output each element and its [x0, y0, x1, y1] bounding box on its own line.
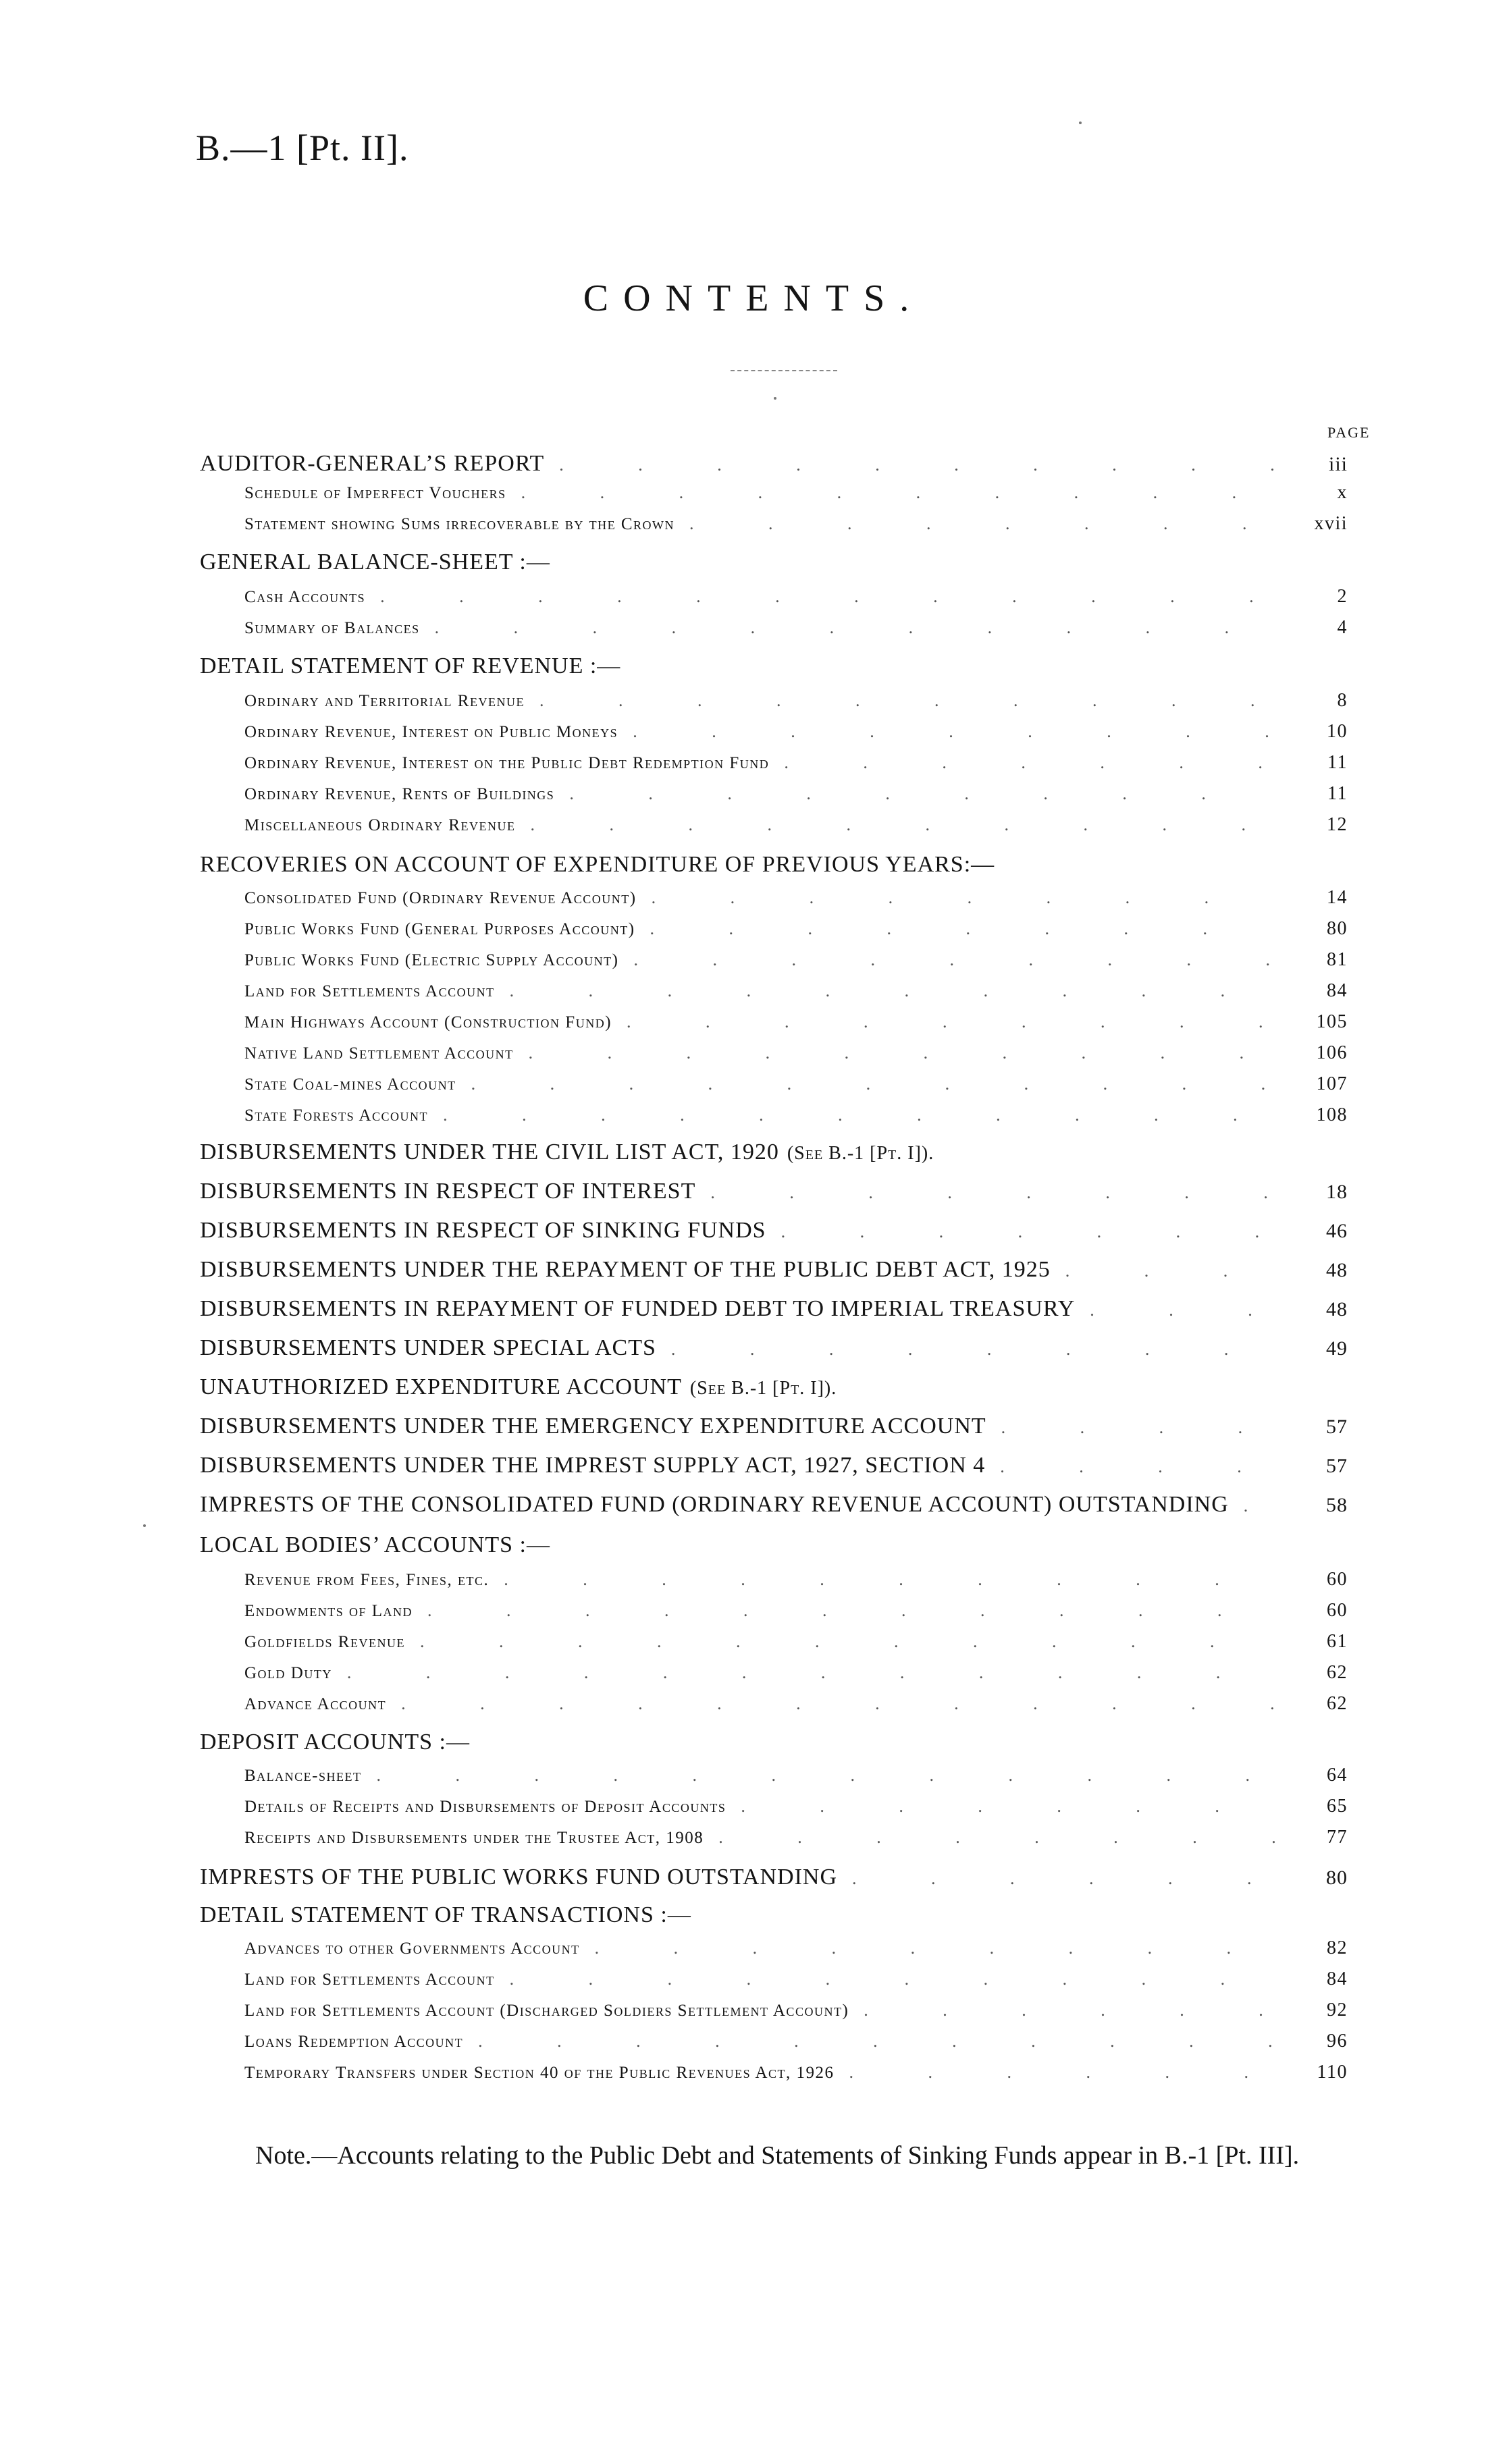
entry-label: UNAUTHORIZED EXPENDITURE ACCOUNT: [0, 1374, 697, 1400]
entry-label: Land for Settlements Account: [0, 1971, 510, 1989]
entry-label: Statement showing Sums irrecoverable by the Crown: [0, 515, 689, 534]
entry-label: GENERAL BALANCE-SHEET :—: [0, 550, 565, 575]
dot-leader: [377, 1765, 1275, 1784]
contents-heading: [0, 653, 1507, 679]
entry-label: Endowments of Land: [0, 1602, 427, 1621]
entry-page-number: 46: [1326, 1220, 1348, 1242]
entry-label: Main Highways Account (Construction Fund): [0, 1013, 627, 1032]
entry-label: DETAIL STATEMENT OF REVENUE :—: [0, 653, 635, 679]
contents-item: [0, 1765, 1507, 1786]
dot-leader: [781, 1218, 1275, 1243]
dot-leader: [1065, 1257, 1275, 1282]
dot-leader: [1244, 1492, 1275, 1517]
dot-leader: [435, 618, 1275, 637]
entry-label: Native Land Settlement Account: [0, 1044, 529, 1063]
dot-leader: [529, 1043, 1275, 1062]
contents-item: [0, 513, 1507, 535]
entry-page-number: 48: [1326, 1298, 1348, 1320]
contents-item: [0, 1827, 1507, 1848]
entry-label: State Coal-mines Account: [0, 1075, 471, 1094]
entry-cross-reference: (See B.-1 [Pt. I]).: [689, 1378, 837, 1399]
dot-leader: [652, 888, 1275, 907]
entry-label: DEPOSIT ACCOUNTS :—: [0, 1730, 485, 1755]
contents-item: [0, 752, 1507, 774]
contents-item: [0, 1693, 1507, 1715]
dot-leader: [559, 451, 1275, 476]
dot-leader: [650, 919, 1275, 938]
dot-leader: [521, 483, 1275, 502]
contents-item: [0, 918, 1507, 940]
entry-label: Consolidated Fund (Ordinary Revenue Account): [0, 889, 652, 908]
contents-item: [0, 1796, 1507, 1817]
dot-leader: [710, 1179, 1275, 1204]
entry-page-number: 8: [1337, 690, 1348, 711]
contents-heading: [0, 1140, 1507, 1165]
contents-item: [0, 980, 1507, 1002]
doc-ref-main: B.—1: [196, 128, 287, 168]
entry-label: DISBURSEMENTS UNDER THE REPAYMENT OF THE PUBLIC DEBT ACT, 1925: [0, 1257, 1065, 1283]
dot-leader: [478, 2031, 1275, 2050]
dot-leader: [1000, 1453, 1275, 1478]
dot-leader: [864, 2000, 1275, 2019]
entry-page-number: 65: [1327, 1796, 1348, 1817]
entry-label: Public Works Fund (General Purposes Account): [0, 920, 650, 939]
contents-heading: [0, 1492, 1507, 1518]
contents-item: [0, 690, 1507, 712]
contents-heading: [0, 1218, 1507, 1243]
entry-label: DISBURSEMENTS UNDER SPECIAL ACTS: [0, 1335, 671, 1361]
entry-label: Land for Settlements Account (Discharged Soldiers Settlement Account): [0, 2002, 864, 2020]
contents-heading: [0, 1414, 1507, 1439]
entry-label: Advances to other Governments Account: [0, 1939, 595, 1958]
entry-label: Balance-sheet: [0, 1767, 377, 1786]
entry-page-number: 10: [1327, 721, 1348, 742]
entry-label: Miscellaneous Ordinary Revenue: [0, 816, 530, 835]
dot-leader: [1090, 1296, 1275, 1321]
entry-page-number: 57: [1326, 1455, 1348, 1477]
dot-leader: [784, 753, 1275, 772]
entry-page-number: 4: [1337, 617, 1348, 638]
contents-heading: [0, 1179, 1507, 1204]
entry-label: Receipts and Disbursements under the Trustee Act, 1908: [0, 1829, 718, 1848]
contents-item: [0, 887, 1507, 909]
doc-ref-part: [Pt. II].: [296, 128, 409, 168]
dot-leader: [633, 722, 1275, 741]
entry-label: Gold Duty: [0, 1664, 347, 1683]
entry-label: DISBURSEMENTS UNDER THE EMERGENCY EXPENDITURE ACCOUNT: [0, 1414, 1001, 1439]
entry-page-number: 18: [1326, 1181, 1348, 1203]
entry-label: LOCAL BODIES’ ACCOUNTS :—: [0, 1532, 565, 1558]
dot-leader: [671, 1335, 1275, 1360]
dot-leader: [633, 950, 1275, 969]
footnote: Note.—Accounts relating to the Public Debt and Statements of Sinking Funds appear in B.-1 [Pt. III].: [255, 2141, 1300, 2170]
contents-item: [0, 1662, 1507, 1684]
entry-cross-reference: (See B.-1 [Pt. I]).: [787, 1143, 934, 1164]
contents-item: [0, 2000, 1507, 2021]
entry-page-number: 92: [1327, 2000, 1348, 2020]
contents-item: [0, 1073, 1507, 1095]
contents-heading: [0, 1335, 1507, 1361]
contents-heading: [0, 1865, 1507, 1890]
dot-leader: [569, 784, 1275, 803]
dot-leader: [504, 1570, 1275, 1588]
entry-label: IMPRESTS OF THE CONSOLIDATED FUND (ORDINARY REVENUE ACCOUNT) OUTSTANDING: [0, 1492, 1244, 1518]
page-title: CONTENTS.: [583, 277, 924, 319]
dot-leader: [443, 1105, 1275, 1124]
entry-label: Loans Redemption Account: [0, 2033, 478, 2052]
contents-item: [0, 1011, 1507, 1033]
entry-label: DISBURSEMENTS UNDER THE CIVIL LIST ACT, 1920: [0, 1140, 794, 1165]
entry-label: DISBURSEMENTS IN RESPECT OF INTEREST: [0, 1179, 710, 1204]
entry-page-number: 49: [1326, 1337, 1348, 1360]
contents-heading: [0, 1296, 1507, 1322]
contents-item: [0, 1937, 1507, 1959]
entry-label: Cash Accounts: [0, 588, 380, 607]
contents-heading: [0, 852, 1507, 878]
entry-label: Details of Receipts and Disbursements of Deposit Accounts: [0, 1798, 741, 1817]
dot-leader: [420, 1632, 1275, 1651]
entry-label: Ordinary Revenue, Interest on the Public Debt Redemption Fund: [0, 754, 784, 773]
entry-page-number: 110: [1317, 2062, 1348, 2083]
contents-item: [0, 949, 1507, 971]
contents-item: [0, 482, 1507, 504]
contents-item: [0, 2062, 1507, 2083]
contents-item: [0, 617, 1507, 639]
entry-label: Public Works Fund (Electric Supply Account): [0, 951, 633, 970]
entry-page-number: 2: [1337, 586, 1348, 607]
entry-page-number: 12: [1327, 814, 1348, 835]
entry-label: RECOVERIES ON ACCOUNT OF EXPENDITURE OF PREVIOUS YEARS:—: [0, 852, 1009, 878]
entry-label: Revenue from Fees, Fines, etc.: [0, 1571, 504, 1590]
contents-heading: [0, 1257, 1507, 1283]
contents-item: [0, 814, 1507, 836]
page-column-label: PAGE: [1327, 424, 1371, 441]
contents-heading: [0, 1374, 1507, 1400]
entry-page-number: 80: [1326, 1867, 1348, 1889]
entry-page-number: 58: [1326, 1494, 1348, 1516]
entry-label: DETAIL STATEMENT OF TRANSACTIONS :—: [0, 1902, 706, 1928]
entry-label: Schedule of Imperfect Vouchers: [0, 484, 521, 503]
contents-item: [0, 2031, 1507, 2052]
entry-label: DISBURSEMENTS IN REPAYMENT OF FUNDED DEBT TO IMPERIAL TREASURY: [0, 1296, 1090, 1322]
entry-page-number: 84: [1327, 1968, 1348, 1989]
dot-leader: [689, 514, 1275, 533]
entry-page-number: 106: [1316, 1042, 1348, 1063]
contents-item: [0, 1600, 1507, 1622]
dot-leader: [852, 1865, 1275, 1890]
dot-leader: [347, 1663, 1275, 1682]
contents-item: [0, 1042, 1507, 1064]
contents-item: [0, 783, 1507, 805]
entry-label: DISBURSEMENTS UNDER THE IMPREST SUPPLY ACT, 1927, SECTION 4: [0, 1453, 1000, 1478]
entry-label: Ordinary Revenue, Rents of Buildings: [0, 785, 569, 804]
entry-page-number: 77: [1327, 1827, 1348, 1848]
dot-leader: [741, 1796, 1275, 1815]
dot-leader: [471, 1074, 1275, 1093]
entry-page-number: 84: [1327, 980, 1348, 1001]
entry-page-number: 60: [1327, 1569, 1348, 1590]
entry-label: Land for Settlements Account: [0, 982, 510, 1001]
entry-label: Ordinary Revenue, Interest on Public Moneys: [0, 723, 633, 742]
dot-leader: [401, 1694, 1275, 1713]
entry-page-number: 60: [1327, 1600, 1348, 1621]
dot-leader: [718, 1827, 1275, 1846]
entry-label: Advance Account: [0, 1695, 401, 1714]
dot-leader: [530, 815, 1275, 834]
entry-page-number: 108: [1316, 1104, 1348, 1125]
dot-leader: [1001, 1414, 1275, 1439]
entry-page-number: 62: [1327, 1693, 1348, 1714]
contents-heading: [0, 1902, 1507, 1928]
entry-page-number: 96: [1327, 2031, 1348, 2052]
contents-item: [0, 1968, 1507, 1990]
entry-page-number: 11: [1327, 752, 1348, 773]
contents-item: [0, 586, 1507, 608]
contents-heading: [0, 1453, 1507, 1478]
entry-page-number: 14: [1327, 887, 1348, 908]
contents-heading: [0, 550, 1507, 575]
contents-item: [0, 1569, 1507, 1590]
entry-page-number: 61: [1327, 1631, 1348, 1652]
dot-leader: [849, 2062, 1275, 2081]
entry-page-number: 82: [1327, 1937, 1348, 1958]
entry-label: Ordinary and Territorial Revenue: [0, 692, 539, 711]
contents-item: [0, 721, 1507, 743]
entry-page-number: 48: [1326, 1259, 1348, 1281]
contents-heading: [0, 451, 1507, 477]
entry-label: AUDITOR-GENERAL’S REPORT: [0, 451, 559, 477]
entry-label: Temporary Transfers under Section 40 of the Public Revenues Act, 1926: [0, 2064, 849, 2083]
entry-page-number: 11: [1327, 783, 1348, 804]
dot-leader: [427, 1601, 1275, 1619]
dot-leader: [510, 1969, 1275, 1988]
entry-page-number: 64: [1327, 1765, 1348, 1786]
entry-label: Summary of Balances: [0, 619, 435, 638]
dot-leader: [539, 691, 1275, 709]
entry-label: Goldfields Revenue: [0, 1633, 420, 1652]
contents-heading: [0, 1730, 1507, 1755]
contents-heading: [0, 1532, 1507, 1558]
dot-leader: [595, 1938, 1275, 1957]
contents-item: [0, 1104, 1507, 1126]
entry-page-number: iii: [1328, 453, 1348, 475]
dot-leader: [510, 981, 1275, 1000]
entry-page-number: 57: [1326, 1416, 1348, 1438]
contents-item: [0, 1631, 1507, 1653]
entry-page-number: 105: [1316, 1011, 1348, 1032]
entry-page-number: 62: [1327, 1662, 1348, 1683]
entry-label: IMPRESTS OF THE PUBLIC WORKS FUND OUTSTANDING: [0, 1865, 852, 1890]
entry-page-number: x: [1337, 482, 1348, 503]
entry-page-number: 80: [1327, 918, 1348, 939]
entry-page-number: 107: [1316, 1073, 1348, 1094]
entry-page-number: 81: [1327, 949, 1348, 970]
dot-leader: [627, 1012, 1275, 1031]
entry-label: State Forests Account: [0, 1106, 443, 1125]
dot-leader: [380, 587, 1275, 606]
entry-label: DISBURSEMENTS IN RESPECT OF SINKING FUNDS: [0, 1218, 781, 1243]
entry-page-number: xvii: [1314, 513, 1348, 534]
